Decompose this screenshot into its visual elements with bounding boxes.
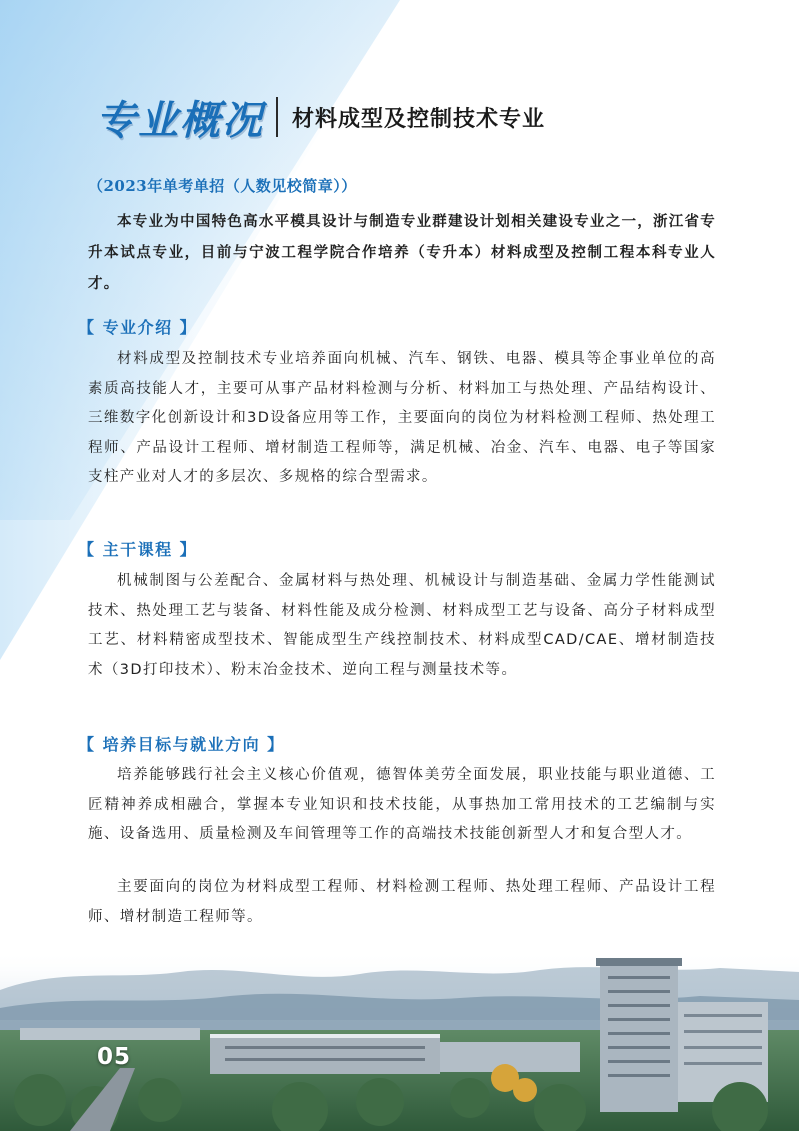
major-introduction-text: 材料成型及控制技术专业培养面向机械、汽车、钢铁、电器、模具等企事业单位的高素质高技能人才，主要可从事产品材料检测与分析、材料加工与热处理、产品结构设计、三维数字化创新设计和3D设备应用等工作，主要面向的岗位为材料检测工程师、热处理工程师、产品设计工程师、增材制造工程师等，满足机械、冶金、汽车、电器、电子等国家支柱产业对人才的多层次、多规格的综合型需求。 xyxy=(88,351,716,485)
page-header xyxy=(96,88,545,146)
calligraphy-title: 专业概况 xyxy=(96,96,264,144)
enrollment-note: （2023年单考单招（人数见校简章）） xyxy=(88,177,357,195)
heading-core-courses: 【 主干课程 】 xyxy=(78,540,198,559)
heading-training-goals: 【 培养目标与就业方向 】 xyxy=(78,735,285,754)
major-name: 材料成型及控制技术专业 xyxy=(292,106,546,132)
heading-major-introduction: 【 专业介绍 】 xyxy=(78,318,198,337)
training-goals-text: 培养能够践行社会主义核心价值观，德智体美劳全面发展，职业技能与职业道德、工匠精神养成相融合，掌握本专业知识和技术技能，从事热加工常用技术的工艺编制与实施、设备选用、质量检测及车间管理等工作的高端技术技能创新型人才和复合型人才。 xyxy=(88,767,716,842)
campus-landscape-image xyxy=(0,950,799,1131)
core-courses-text: 机械制图与公差配合、金属材料与热处理、机械设计与制造基础、金属力学性能测试技术、热处理工艺与装备、材料性能及成分检测、材料成型工艺与设备、高分子材料成型工艺、材料精密成型技术、智能成型生产线控制技术、材料成型CAD/CAE、增材制造技术（3D打印技术）、粉末冶金技术、逆向工程与测量技术等。 xyxy=(88,573,716,678)
intro-paragraph: 本专业为中国特色高水平模具设计与制造专业群建设计划相关建设专业之一，浙江省专升本试点专业，目前与宁波工程学院合作培养（专升本）材料成型及控制工程本科专业人才。 xyxy=(88,214,716,292)
career-positions-text: 主要面向的岗位为材料成型工程师、材料检测工程师、热处理工程师、产品设计工程师、增材制造工程师等。 xyxy=(88,879,716,925)
header-divider xyxy=(276,97,278,137)
page-number: 05 xyxy=(97,1044,132,1070)
